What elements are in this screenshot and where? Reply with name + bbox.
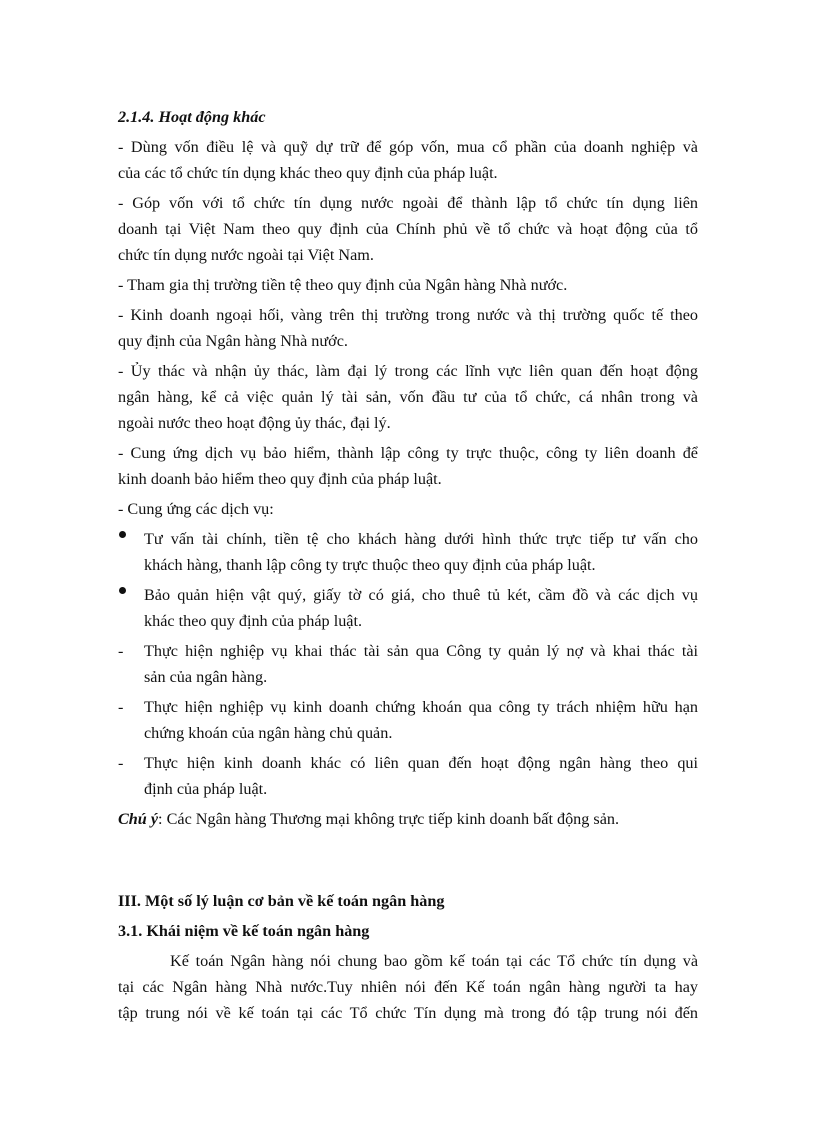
dash-item-asset-exploitation [118,638,698,690]
note-text: : Các Ngân hàng Thương mại không trực tiếp kinh doanh bất động sản. [158,810,620,828]
text-line: - Cung ứng các dịch vụ: [118,500,274,518]
paragraph-joint-venture [118,190,698,268]
text-line: chức tín dụng nước ngoài tại Việt Nam. [118,246,374,264]
bullet-item-financial-advice [118,526,698,578]
text-line: kinh doanh bảo hiểm theo quy định của pháp luật. [118,470,442,488]
paragraph-foreign-exchange [118,302,698,354]
text-line: - Ủy thác và nhận ủy thác, làm đại lý trong các lĩnh vực liên quan đến hoạt động [118,362,698,380]
text-line: - Kinh doanh ngoại hối, vàng trên thị trường trong nước và thị trường quốc tế theo [118,306,698,324]
paragraph-money-market [118,272,698,298]
paragraph-insurance [118,440,698,492]
text-line: doanh tại Việt Nam theo quy định của Chính phủ về tổ chức và hoạt động của tổ [118,220,698,238]
text-line: ngoài nước theo hoạt động ủy thác, đại lý. [118,414,391,432]
paragraph-services-intro [118,496,698,522]
section-heading-2-1-4: 2.1.4. Hoạt động khác [118,108,266,126]
text-line: chứng khoán của ngân hàng chủ quản. [144,724,393,742]
dash-marker: - [118,642,124,660]
paragraph-capital-contribution [118,134,698,186]
note-line [118,806,698,832]
note-label: Chú ý [118,810,159,828]
text-line: định của pháp luật. [144,780,268,798]
dash-item-securities [118,694,698,746]
dash-marker: - [118,754,124,772]
text-line: của các tổ chức tín dụng khác theo quy định của pháp luật. [118,164,498,182]
text-line: Kế toán Ngân hàng nói chung bao gồm kế toán tại các Tổ chức tín dụng và [170,952,698,970]
paragraph-banking-accounting-definition [118,948,698,1026]
text-line: Bảo quản hiện vật quý, giấy tờ có giá, cho thuê tủ két, cầm đồ và các dịch vụ [144,586,698,604]
paragraph-trust-agency [118,358,698,436]
text-line: Thực hiện nghiệp vụ khai thác tài sản qua Công ty quản lý nợ và khai thác tài [144,642,698,660]
text-line: tập trung nói về kế toán tại các Tổ chức Tín dụng mà trong đó tập trung nói đến [118,1004,698,1022]
text-line: ngân hàng, kể cả việc quản lý tài sản, vốn đầu tư của tổ chức, cá nhân trong và [118,388,698,406]
text-line: sản của ngân hàng. [144,668,268,686]
dash-item-other-business [118,750,698,802]
text-line: - Góp vốn với tổ chức tín dụng nước ngoài để thành lập tổ chức tín dụng liên [118,194,698,212]
text-line: khách hàng, thanh lập công ty trực thuộc theo quy định của pháp luật. [144,556,596,574]
bullet-item-safekeeping [118,582,698,634]
text-line: - Tham gia thị trường tiền tệ theo quy định của Ngân hàng Nhà nước. [118,276,568,294]
text-line: Thực hiện nghiệp vụ kinh doanh chứng khoán qua công ty trách nhiệm hữu hạn [144,698,698,716]
bullet-icon [118,582,138,601]
subsection-heading-3-1: 3.1. Khái niệm về kế toán ngân hàng [118,922,370,940]
text-line: tại các Ngân hàng Nhà nước.Tuy nhiên nói đến Kế toán ngân hàng người ta hay [118,978,698,996]
text-line: khác theo quy định của pháp luật. [144,612,363,630]
section-heading-3: III. Một số lý luận cơ bản về kế toán ngân hàng [118,892,445,910]
text-line: Thực hiện kinh doanh khác có liên quan đến hoạt động ngân hàng theo qui [144,754,698,772]
section-spacer [118,832,698,888]
dash-marker: - [118,698,124,716]
text-line: - Cung ứng dịch vụ bảo hiểm, thành lập công ty trực thuộc, công ty liên doanh để [118,444,698,462]
text-line: Tư vấn tài chính, tiền tệ cho khách hàng dưới hình thức trực tiếp tư vấn cho [144,530,698,548]
text-line: - Dùng vốn điều lệ và quỹ dự trữ để góp vốn, mua cổ phần của doanh nghiệp và [118,138,698,156]
bullet-icon [118,526,138,545]
text-line: quy định của Ngân hàng Nhà nước. [118,332,348,350]
document-page [118,104,698,1026]
